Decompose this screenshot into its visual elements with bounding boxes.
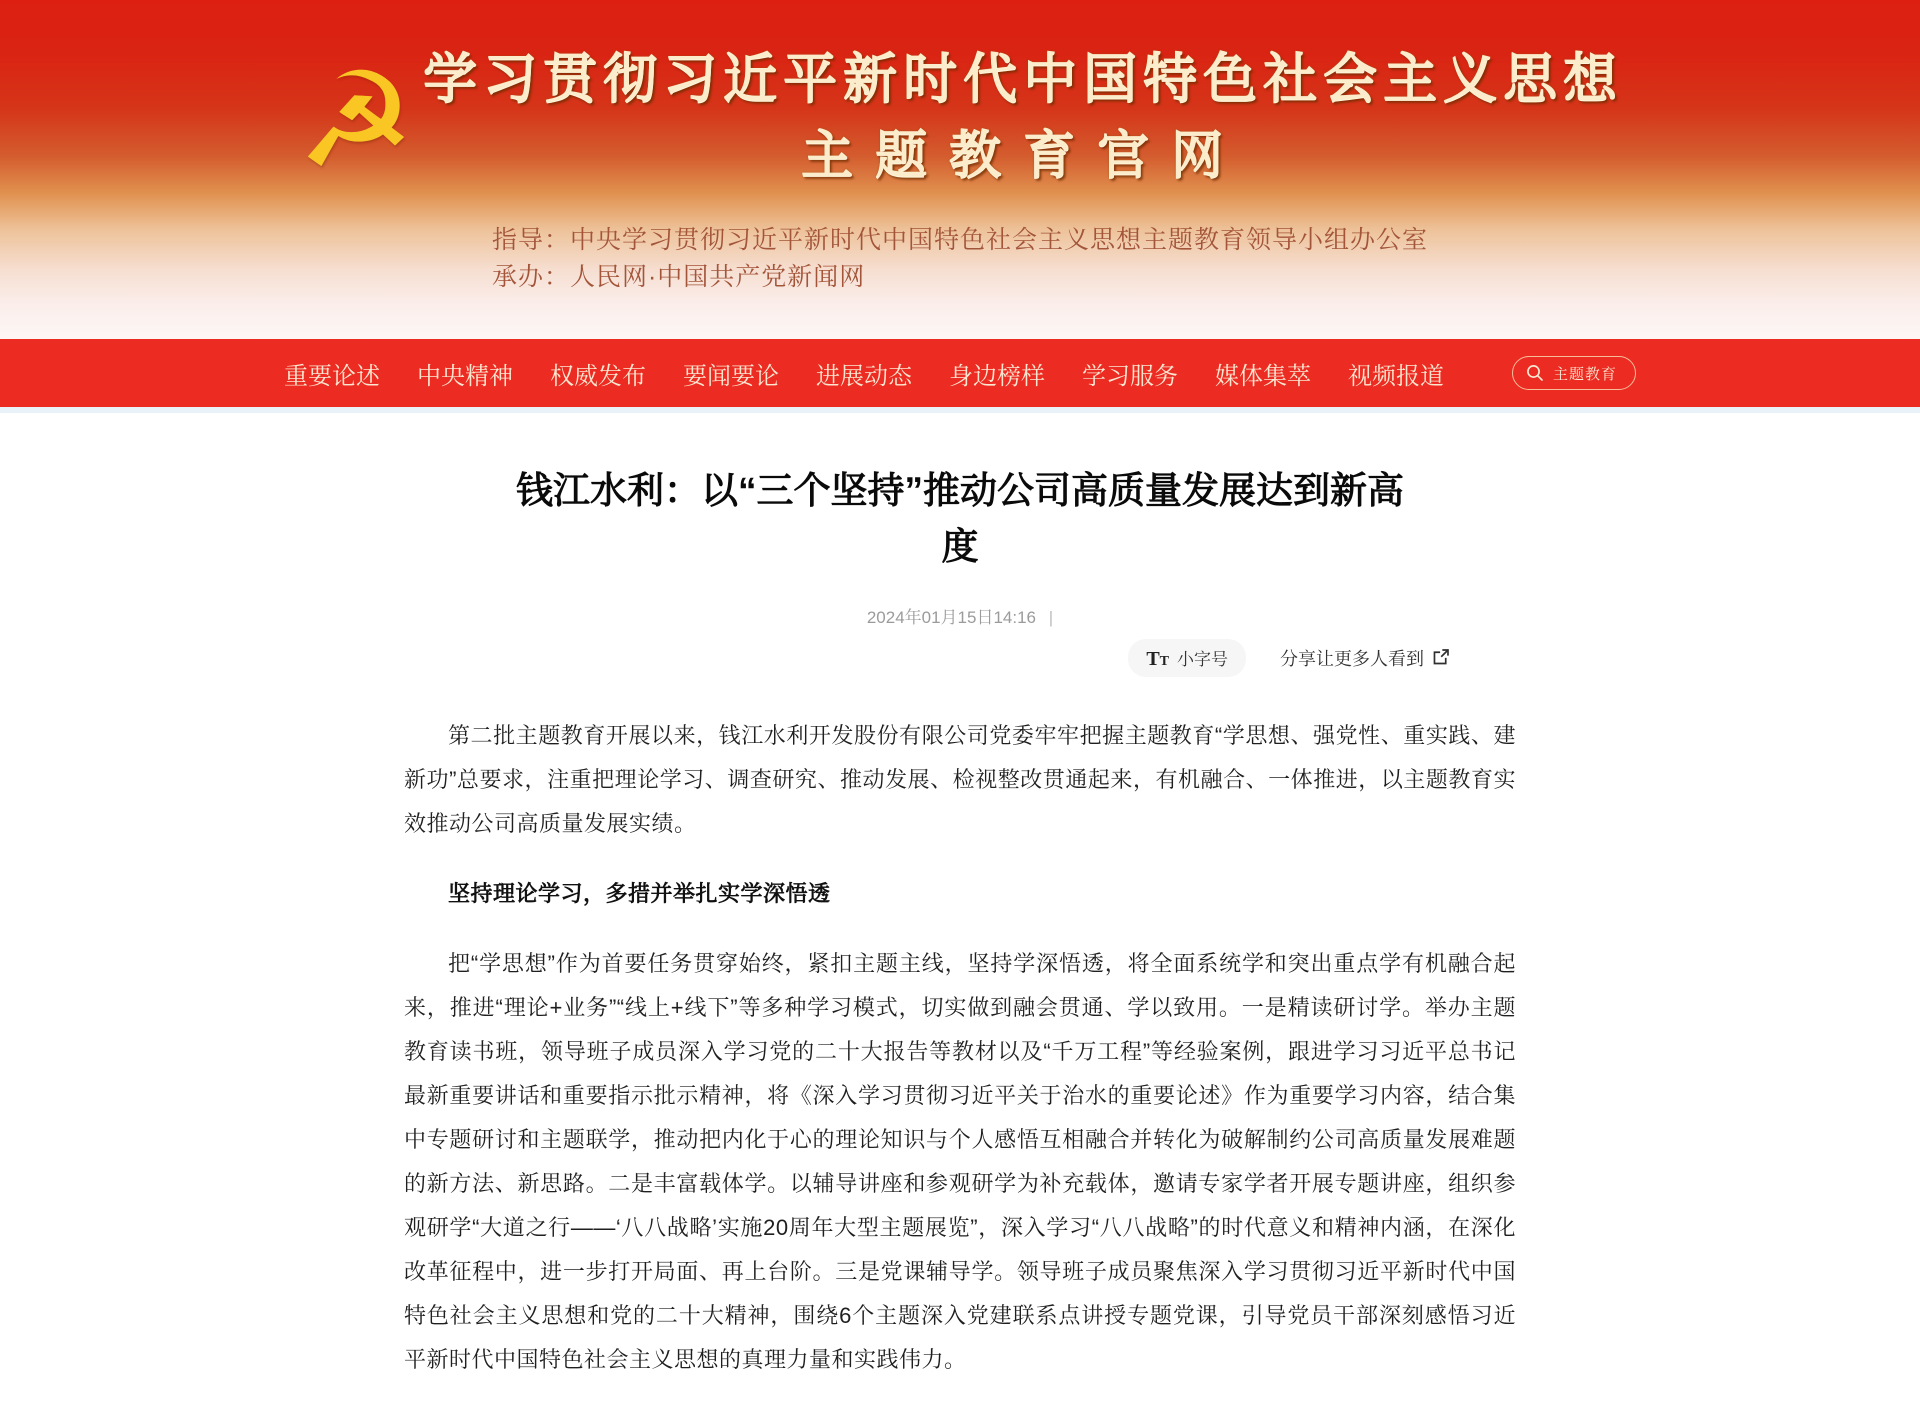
article-title: 钱江水利：以“三个坚持”推动公司高质量发展达到新高度 <box>516 470 1404 567</box>
external-link-icon <box>1432 650 1450 666</box>
nav-item-key-news[interactable]: 要闻要论 <box>683 362 779 390</box>
article-date-row <box>404 603 1516 628</box>
organizer-line: 承办：人民网·中国共产党新闻网 <box>491 263 866 291</box>
paragraph: 把“学思想”作为首要任务贯穿始终，紧扣主题主线，坚持学深悟透，将全面系统学和突出重点学有机融合起来，推进“理论+业务”“线上+线下”等多种学习模式，切实做到融会贯通、学以致用。一是精读研讨学。举办主题教育读书班，领导班子成员深入学习党的二十大报告等教材以及“千万工程”等经验案例，跟进学习习近平总书记最新重要讲话和重要指示批示精神，将《深入学习贯彻习近平关于治水的重要论述》作为重要学习内容，结合集中专题研讨和主题联学，推动把内化于心的理论知识与个人感悟互相融合并转化为破解制约公司高质量发展难题的新方法、新思路。二是丰富载体学。以辅导讲座和参观研学为补充载体，邀请专家学者开展专题讲座，组织参观研学“大道之行——‘八八战略’实施20周年大型主题展览”，深入学习“八八战略”的时代意义和精神内涵，在深化改革征程中，进一步打开局面、再上台阶。三是党课辅导学。领导班子成员聚焦深入学习贯彻习近平新时代中国特色社会主义思想和党的二十大精神，围绕6个主题深入党建联系点讲授专题党课，引导党员干部深刻感悟习近平新时代中国特色社会主义思想的真理力量和实践伟力。 <box>404 951 1516 1372</box>
search-label: 主题教育 <box>1552 365 1617 383</box>
nav-item-progress[interactable]: 进展动态 <box>816 362 912 390</box>
section-subheading: 坚持理论学习，多措并举扎实学深悟透 <box>448 881 831 906</box>
article-container <box>404 413 1516 1382</box>
nav-item-role-models[interactable]: 身边榜样 <box>949 362 1045 390</box>
site-title-line2: 主题教育官网 <box>801 127 1246 185</box>
nav-item-important-discourse[interactable]: 重要论述 <box>284 362 380 390</box>
search-icon <box>1525 363 1545 383</box>
nav-item-central-spirit[interactable]: 中央精神 <box>417 362 513 390</box>
site-banner <box>0 0 1920 339</box>
paragraph: 第二批主题教育开展以来，钱江水利开发股份有限公司党委牢牢把握主题教育“学思想、强党性、重实践、建新功”总要求，注重把理论学习、调查研究、推动发展、检视整改贯通起来，有机融合、一体推进，以主题教育实效推动公司高质量发展实绩。 <box>404 723 1516 836</box>
article-date: 2024年01月15日14:16 <box>866 608 1037 627</box>
banner-title-block <box>297 0 1623 196</box>
font-size-label: 小字号 <box>1177 650 1228 669</box>
guidance-line: 指导：中央学习贯彻习近平新时代中国特色社会主义思想主题教育领导小组办公室 <box>491 226 1428 254</box>
nav-item-study-services[interactable]: 学习服务 <box>1082 362 1178 390</box>
nav-item-media-collection[interactable]: 媒体集萃 <box>1215 362 1311 390</box>
share-button[interactable] <box>1280 645 1450 671</box>
nav-item-video-reports[interactable]: 视频报道 <box>1348 362 1444 390</box>
nav-item-authoritative-release[interactable]: 权威发布 <box>550 362 646 390</box>
font-size-button[interactable] <box>1128 639 1246 677</box>
site-title-line1: 学习贯彻习近平新时代中国特色社会主义思想 <box>423 49 1624 109</box>
search-box[interactable] <box>1512 356 1636 390</box>
article-toolbar <box>404 638 1516 678</box>
banner-subtitle-block <box>492 222 1428 296</box>
date-separator: | <box>1048 608 1054 627</box>
share-label: 分享让更多人看到 <box>1280 649 1424 669</box>
font-size-icon: TT <box>1146 648 1169 670</box>
party-emblem-icon: ☭ <box>296 44 416 198</box>
article-body <box>404 714 1516 1382</box>
main-navbar <box>0 339 1920 407</box>
